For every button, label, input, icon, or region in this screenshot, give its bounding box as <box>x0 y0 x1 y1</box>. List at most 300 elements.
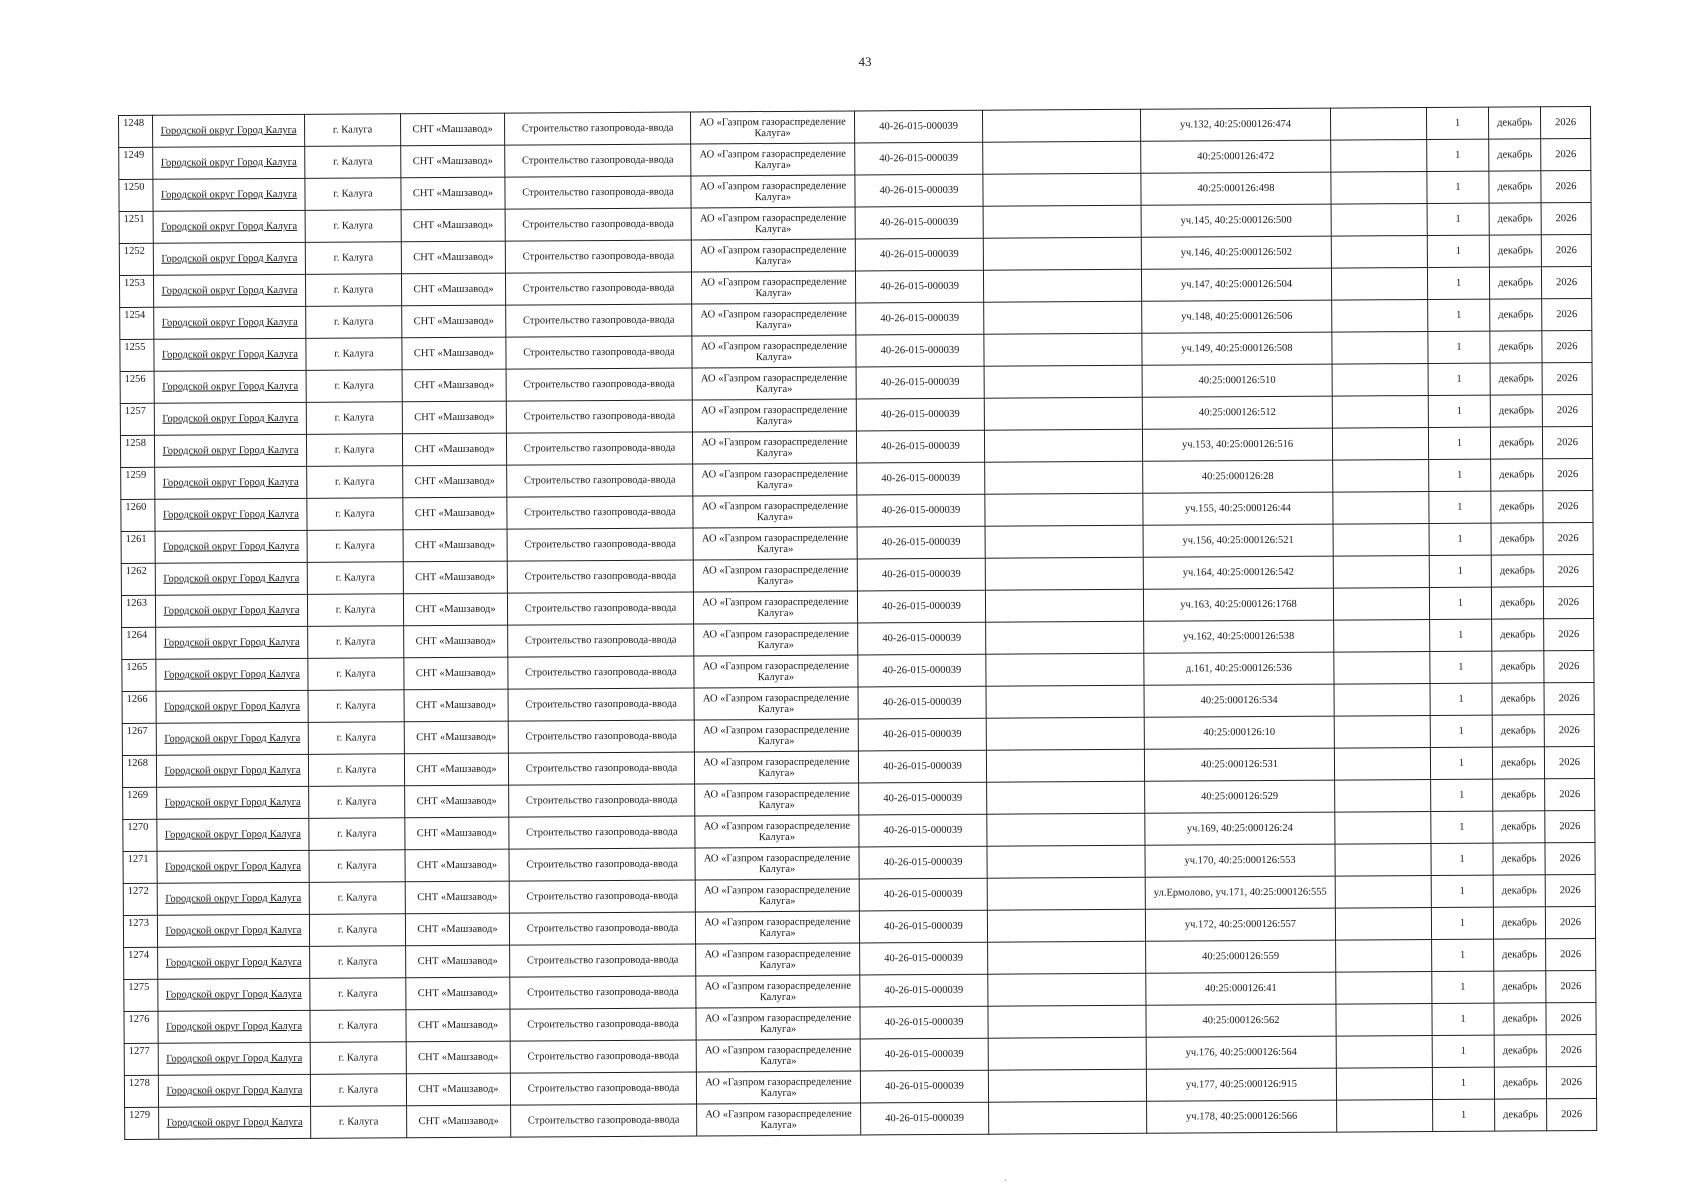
page-number: 43 <box>858 54 872 69</box>
cell-year: 2026 <box>1545 906 1595 938</box>
cell-year: 2026 <box>1546 1034 1596 1066</box>
cell-cadastral-plot: уч.147, 40:25:000126:504 <box>1141 268 1331 301</box>
cell-object-code: 40-26-015-000039 <box>854 110 982 143</box>
cell-municipality: Городской округ Город Калуга <box>157 818 309 851</box>
cell-organization: АО «Газпром газораспределение Калуга» <box>690 111 854 144</box>
cell-quantity: 1 <box>1428 363 1490 395</box>
cell-year: 2026 <box>1545 842 1595 874</box>
cell-month: декабрь <box>1491 491 1543 523</box>
cell-empty <box>1336 1035 1432 1068</box>
cell-municipality: Городской округ Город Калуга <box>157 786 309 819</box>
cell-empty <box>1332 300 1428 333</box>
cell-empty <box>1331 204 1427 237</box>
cell-empty <box>988 1005 1146 1038</box>
cell-municipality: Городской округ Город Калуга <box>155 594 307 627</box>
cell-empty <box>1335 875 1431 908</box>
cell-empty <box>985 557 1143 590</box>
cell-object-code: 40-26-015-000039 <box>860 974 988 1007</box>
cell-work-type: Строительство газопровода-ввода <box>504 112 690 145</box>
cell-locality: г. Калуга <box>309 850 405 883</box>
cell-cadastral-plot: 40:25:000126:534 <box>1144 684 1334 717</box>
cell-object-code: 40-26-015-000039 <box>858 622 986 655</box>
cell-municipality: Городской округ Город Калуга <box>156 626 308 659</box>
cell-territory: СНТ «Машзавод» <box>400 113 504 146</box>
cell-year: 2026 <box>1541 203 1591 235</box>
cell-work-type: Строительство газопровода-ввода <box>508 688 694 721</box>
cell-organization: АО «Газпром газораспределение Калуга» <box>694 655 858 688</box>
cell-quantity: 1 <box>1429 555 1491 587</box>
cell-organization: АО «Газпром газораспределение Калуга» <box>692 335 856 368</box>
cell-quantity: 1 <box>1432 1035 1494 1067</box>
cell-cadastral-plot: 40:25:000126:498 <box>1141 172 1331 205</box>
cell-row-number: 1270 <box>123 819 157 851</box>
cell-locality: г. Калуга <box>308 722 404 755</box>
cell-row-number: 1277 <box>124 1043 158 1075</box>
cell-object-code: 40-26-015-000039 <box>856 302 984 335</box>
cell-object-code: 40-26-015-000039 <box>860 1038 988 1071</box>
cell-empty <box>1334 651 1430 684</box>
cell-empty <box>987 781 1145 814</box>
cell-work-type: Строительство газопровода-ввода <box>507 592 693 625</box>
cell-empty <box>1335 843 1431 876</box>
cell-territory: СНТ «Машзавод» <box>406 1041 510 1074</box>
cell-municipality: Городской округ Город Калуга <box>158 1074 310 1107</box>
cell-empty <box>984 301 1142 334</box>
cell-territory: СНТ «Машзавод» <box>402 337 506 370</box>
cell-work-type: Строительство газопровода-ввода <box>505 240 691 273</box>
cell-month: декабрь <box>1493 843 1545 875</box>
cell-organization: АО «Газпром газораспределение Калуга» <box>694 719 858 752</box>
cell-organization: АО «Газпром газораспределение Калуга» <box>692 399 856 432</box>
cell-territory: СНТ «Машзавод» <box>401 145 505 178</box>
cell-cadastral-plot: 40:25:000126:531 <box>1144 748 1334 781</box>
cell-empty <box>983 237 1141 270</box>
cell-month: декабрь <box>1493 907 1545 939</box>
cell-cadastral-plot: ул.Ермолово, уч.171, 40:25:000126:555 <box>1145 876 1335 909</box>
cell-cadastral-plot: 40:25:000126:512 <box>1142 396 1332 429</box>
cell-municipality: Городской округ Город Калуга <box>157 914 309 947</box>
cell-object-code: 40-26-015-000039 <box>856 398 984 431</box>
cell-object-code: 40-26-015-000039 <box>856 430 984 463</box>
cell-work-type: Строительство газопровода-ввода <box>507 528 693 561</box>
cell-row-number: 1265 <box>122 659 156 691</box>
cell-empty <box>1331 172 1427 205</box>
cell-organization: АО «Газпром газораспределение Калуга» <box>693 463 857 496</box>
cell-empty <box>1331 236 1427 269</box>
cell-quantity: 1 <box>1431 843 1493 875</box>
cell-month: декабрь <box>1489 171 1541 203</box>
cell-month: декабрь <box>1494 1067 1546 1099</box>
cell-quantity: 1 <box>1427 139 1489 171</box>
cell-empty <box>1333 491 1429 524</box>
cell-work-type: Строительство газопровода-ввода <box>505 144 691 177</box>
cell-object-code: 40-26-015-000039 <box>856 334 984 367</box>
cell-object-code: 40-26-015-000039 <box>857 526 985 559</box>
cell-year: 2026 <box>1546 938 1596 970</box>
cell-year: 2026 <box>1544 650 1594 682</box>
cell-row-number: 1257 <box>120 403 154 435</box>
cell-row-number: 1263 <box>121 595 155 627</box>
cell-object-code: 40-26-015-000039 <box>857 558 985 591</box>
cell-organization: АО «Газпром газораспределение Калуга» <box>695 847 859 880</box>
cell-month: декабрь <box>1490 363 1542 395</box>
cell-object-code: 40-26-015-000039 <box>857 462 985 495</box>
cell-row-number: 1249 <box>119 147 153 179</box>
cell-organization: АО «Газпром газораспределение Калуга» <box>695 911 859 944</box>
cell-object-code: 40-26-015-000039 <box>859 910 987 943</box>
cell-year: 2026 <box>1542 331 1592 363</box>
cell-territory: СНТ «Машзавод» <box>405 881 509 914</box>
cell-territory: СНТ «Машзавод» <box>404 657 508 690</box>
cell-year: 2026 <box>1544 746 1594 778</box>
cell-row-number: 1255 <box>120 339 154 371</box>
cell-municipality: Городской округ Город Калуга <box>153 274 305 307</box>
cell-work-type: Строительство газопровода-ввода <box>510 1040 696 1073</box>
cell-object-code: 40-26-015-000039 <box>855 206 983 239</box>
cell-quantity: 1 <box>1430 683 1492 715</box>
cell-year: 2026 <box>1543 458 1593 490</box>
cell-year: 2026 <box>1542 299 1592 331</box>
cell-month: декабрь <box>1490 395 1542 427</box>
cell-empty <box>1331 268 1427 301</box>
cell-organization: АО «Газпром газораспределение Калуга» <box>692 431 856 464</box>
cell-year: 2026 <box>1543 554 1593 586</box>
cell-work-type: Строительство газопровода-ввода <box>508 752 694 785</box>
cell-territory: СНТ «Машзавод» <box>405 785 509 818</box>
cell-territory: СНТ «Машзавод» <box>401 273 505 306</box>
cell-municipality: Городской округ Город Калуга <box>157 850 309 883</box>
cell-municipality: Городской округ Город Калуга <box>157 882 309 915</box>
cell-month: декабрь <box>1491 459 1543 491</box>
cell-empty <box>1333 555 1429 588</box>
cell-quantity: 1 <box>1431 811 1493 843</box>
cell-empty <box>1334 619 1430 652</box>
cell-empty <box>984 365 1142 398</box>
cell-empty <box>988 973 1146 1006</box>
cell-row-number: 1273 <box>123 915 157 947</box>
cell-empty <box>987 909 1145 942</box>
cell-month: декабрь <box>1493 875 1545 907</box>
cell-cadastral-plot: 40:25:000126:10 <box>1144 716 1334 749</box>
cell-organization: АО «Газпром газораспределение Калуга» <box>696 1007 860 1040</box>
cell-municipality: Городской округ Город Калуга <box>154 434 306 467</box>
cell-locality: г. Калуга <box>306 338 402 371</box>
cell-organization: АО «Газпром газораспределение Калуга» <box>695 783 859 816</box>
cell-month: декабрь <box>1493 811 1545 843</box>
cell-locality: г. Калуга <box>310 1042 406 1075</box>
cell-organization: АО «Газпром газораспределение Калуга» <box>692 303 856 336</box>
cell-year: 2026 <box>1541 235 1591 267</box>
cell-empty <box>983 269 1141 302</box>
cell-cadastral-plot: 40:25:000126:41 <box>1146 972 1336 1005</box>
cell-empty <box>984 333 1142 366</box>
gas-works-table-wrapper <box>118 106 1597 1140</box>
cell-territory: СНТ «Машзавод» <box>406 977 510 1010</box>
cell-month: декабрь <box>1494 939 1546 971</box>
cell-quantity: 1 <box>1427 267 1489 299</box>
cell-empty <box>1334 683 1430 716</box>
cell-empty <box>1331 140 1427 173</box>
cell-object-code: 40-26-015-000039 <box>858 750 986 783</box>
cell-month: декабрь <box>1492 715 1544 747</box>
cell-organization: АО «Газпром газораспределение Калуга» <box>693 559 857 592</box>
cell-work-type: Строительство газопровода-ввода <box>509 784 695 817</box>
cell-month: декабрь <box>1490 299 1542 331</box>
cell-territory: СНТ «Машзавод» <box>403 465 507 498</box>
cell-territory: СНТ «Машзавод» <box>402 305 506 338</box>
cell-work-type: Строительство газопровода-ввода <box>507 496 693 529</box>
cell-quantity: 1 <box>1432 1003 1494 1035</box>
cell-row-number: 1278 <box>124 1075 158 1107</box>
cell-month: декабрь <box>1494 1035 1546 1067</box>
cell-year: 2026 <box>1545 810 1595 842</box>
cell-empty <box>1337 1099 1433 1132</box>
cell-row-number: 1267 <box>122 723 156 755</box>
cell-empty <box>1336 1003 1432 1036</box>
cell-locality: г. Калуга <box>305 210 401 243</box>
cell-territory: СНТ «Машзавод» <box>406 1009 510 1042</box>
cell-row-number: 1275 <box>124 979 158 1011</box>
cell-quantity: 1 <box>1428 427 1490 459</box>
cell-locality: г. Калуга <box>306 402 402 435</box>
cell-month: декабрь <box>1494 971 1546 1003</box>
cell-territory: СНТ «Машзавод» <box>403 497 507 530</box>
cell-organization: АО «Газпром газораспределение Калуга» <box>694 687 858 720</box>
cell-object-code: 40-26-015-000039 <box>859 846 987 879</box>
cell-locality: г. Калуга <box>308 690 404 723</box>
cell-row-number: 1261 <box>121 531 155 563</box>
cell-empty <box>1336 971 1432 1004</box>
cell-cadastral-plot: 40:25:000126:562 <box>1146 1004 1336 1037</box>
cell-municipality: Городской округ Город Калуга <box>154 370 306 403</box>
cell-month: декабрь <box>1489 139 1541 171</box>
cell-work-type: Строительство газопровода-ввода <box>505 176 691 209</box>
cell-work-type: Строительство газопровода-ввода <box>511 1104 697 1137</box>
cell-work-type: Строительство газопровода-ввода <box>508 720 694 753</box>
cell-work-type: Строительство газопровода-ввода <box>508 624 694 657</box>
cell-row-number: 1256 <box>120 371 154 403</box>
cell-locality: г. Калуга <box>307 466 403 499</box>
cell-locality: г. Калуга <box>305 242 401 275</box>
cell-territory: СНТ «Машзавод» <box>405 913 509 946</box>
cell-organization: АО «Газпром газораспределение Калуга» <box>691 143 855 176</box>
cell-locality: г. Калуга <box>307 530 403 563</box>
cell-month: декабрь <box>1490 427 1542 459</box>
cell-empty <box>1334 747 1430 780</box>
cell-quantity: 1 <box>1429 491 1491 523</box>
cell-empty <box>988 1069 1146 1102</box>
cell-territory: СНТ «Машзавод» <box>403 529 507 562</box>
gas-works-table <box>118 106 1597 1140</box>
cell-municipality: Городской округ Город Калуга <box>156 722 308 755</box>
cell-quantity: 1 <box>1431 907 1493 939</box>
cell-territory: СНТ «Машзавод» <box>404 753 508 786</box>
cell-empty <box>1333 460 1429 493</box>
cell-quantity: 1 <box>1428 299 1490 331</box>
cell-municipality: Городской округ Город Калуга <box>155 466 307 499</box>
cell-municipality: Городской округ Город Калуга <box>156 690 308 723</box>
cell-object-code: 40-26-015-000039 <box>858 686 986 719</box>
cell-locality: г. Калуга <box>309 914 405 947</box>
cell-municipality: Городской округ Город Калуга <box>153 210 305 243</box>
cell-month: декабрь <box>1489 267 1541 299</box>
cell-object-code: 40-26-015-000039 <box>858 654 986 687</box>
cell-municipality: Городской округ Город Калуга <box>154 402 306 435</box>
cell-work-type: Строительство газопровода-ввода <box>505 272 691 305</box>
cell-cadastral-plot: 40:25:000126:472 <box>1141 140 1331 173</box>
cell-empty <box>986 621 1144 654</box>
cell-territory: СНТ «Машзавод» <box>404 625 508 658</box>
cell-quantity: 1 <box>1427 235 1489 267</box>
cell-empty <box>1334 715 1430 748</box>
cell-territory: СНТ «Машзавод» <box>406 945 510 978</box>
table-body <box>119 107 1597 1140</box>
cell-territory: СНТ «Машзавод» <box>403 593 507 626</box>
cell-cadastral-plot: д.161, 40:25:000126:536 <box>1144 652 1334 685</box>
cell-locality: г. Калуга <box>308 626 404 659</box>
cell-locality: г. Калуга <box>310 1010 406 1043</box>
cell-cadastral-plot: уч.164, 40:25:000126:542 <box>1143 556 1333 589</box>
cell-cadastral-plot: уч.163, 40:25:000126:1768 <box>1143 588 1333 621</box>
cell-locality: г. Калуга <box>306 434 402 467</box>
cell-empty <box>989 1101 1147 1134</box>
cell-territory: СНТ «Машзавод» <box>401 241 505 274</box>
cell-municipality: Городской округ Город Калуга <box>153 178 305 211</box>
cell-empty <box>1332 364 1428 397</box>
cell-locality: г. Калуга <box>310 1074 406 1107</box>
cell-row-number: 1252 <box>119 243 153 275</box>
cell-empty <box>985 461 1143 494</box>
cell-organization: АО «Газпром газораспределение Калуга» <box>691 175 855 208</box>
cell-year: 2026 <box>1543 522 1593 554</box>
cell-territory: СНТ «Машзавод» <box>403 561 507 594</box>
cell-year: 2026 <box>1541 171 1591 203</box>
cell-work-type: Строительство газопровода-ввода <box>507 560 693 593</box>
cell-work-type: Строительство газопровода-ввода <box>509 880 695 913</box>
cell-row-number: 1259 <box>121 467 155 499</box>
cell-year: 2026 <box>1546 1066 1596 1098</box>
cell-municipality: Городской округ Город Калуга <box>154 306 306 339</box>
cell-organization: АО «Газпром газораспределение Калуга» <box>693 527 857 560</box>
cell-work-type: Строительство газопровода-ввода <box>510 1072 696 1105</box>
cell-empty <box>1333 587 1429 620</box>
cell-quantity: 1 <box>1429 523 1491 555</box>
cell-quantity: 1 <box>1429 587 1491 619</box>
cell-empty <box>983 173 1141 206</box>
cell-row-number: 1248 <box>119 115 153 147</box>
cell-territory: СНТ «Машзавод» <box>404 721 508 754</box>
cell-year: 2026 <box>1541 267 1591 299</box>
cell-locality: г. Калуга <box>308 658 404 691</box>
cell-empty <box>1332 428 1428 461</box>
cell-locality: г. Калуга <box>307 498 403 531</box>
cell-quantity: 1 <box>1430 651 1492 683</box>
cell-territory: СНТ «Машзавод» <box>404 689 508 722</box>
cell-row-number: 1254 <box>120 307 154 339</box>
cell-territory: СНТ «Машзавод» <box>401 177 505 210</box>
cell-object-code: 40-26-015-000039 <box>860 1070 988 1103</box>
cell-municipality: Городской округ Город Калуга <box>155 530 307 563</box>
cell-object-code: 40-26-015-000039 <box>855 142 983 175</box>
cell-year: 2026 <box>1542 394 1592 426</box>
cell-object-code: 40-26-015-000039 <box>857 494 985 527</box>
cell-empty <box>987 813 1145 846</box>
cell-locality: г. Калуга <box>305 178 401 211</box>
cell-cadastral-plot: уч.149, 40:25:000126:508 <box>1142 332 1332 365</box>
cell-month: декабрь <box>1489 203 1541 235</box>
cell-object-code: 40-26-015-000039 <box>855 174 983 207</box>
cell-empty <box>1335 907 1431 940</box>
cell-row-number: 1250 <box>119 179 153 211</box>
cell-year: 2026 <box>1546 970 1596 1002</box>
cell-row-number: 1279 <box>125 1107 159 1139</box>
cell-cadastral-plot: уч.177, 40:25:000126:915 <box>1146 1068 1336 1101</box>
cell-quantity: 1 <box>1430 747 1492 779</box>
cell-locality: г. Калуга <box>305 274 401 307</box>
cell-work-type: Строительство газопровода-ввода <box>505 208 691 241</box>
cell-cadastral-plot: уч.145, 40:25:000126:500 <box>1141 204 1331 237</box>
cell-row-number: 1269 <box>123 787 157 819</box>
cell-year: 2026 <box>1545 778 1595 810</box>
cell-municipality: Городской округ Город Калуга <box>158 1010 310 1043</box>
cell-empty <box>1335 811 1431 844</box>
cell-organization: АО «Газпром газораспределение Калуга» <box>696 1071 860 1104</box>
cell-work-type: Строительство газопровода-ввода <box>510 976 696 1009</box>
cell-territory: СНТ «Машзавод» <box>402 369 506 402</box>
cell-work-type: Строительство газопровода-ввода <box>509 848 695 881</box>
cell-object-code: 40-26-015-000039 <box>855 238 983 271</box>
cell-empty <box>1335 779 1431 812</box>
cell-organization: АО «Газпром газораспределение Калуга» <box>694 751 858 784</box>
cell-territory: СНТ «Машзавод» <box>407 1105 511 1138</box>
cell-object-code: 40-26-015-000039 <box>855 270 983 303</box>
cell-cadastral-plot: 40:25:000126:510 <box>1142 364 1332 397</box>
cell-month: декабрь <box>1492 651 1544 683</box>
cell-cadastral-plot: уч.178, 40:25:000126:566 <box>1147 1100 1337 1133</box>
cell-organization: АО «Газпром газораспределение Калуга» <box>693 591 857 624</box>
cell-cadastral-plot: уч.156, 40:25:000126:521 <box>1143 524 1333 557</box>
cell-row-number: 1266 <box>122 691 156 723</box>
cell-quantity: 1 <box>1433 1099 1495 1131</box>
cell-cadastral-plot: уч.148, 40:25:000126:506 <box>1142 300 1332 333</box>
cell-quantity: 1 <box>1431 875 1493 907</box>
cell-quantity: 1 <box>1432 939 1494 971</box>
cell-cadastral-plot: уч.162, 40:25:000126:538 <box>1144 620 1334 653</box>
cell-cadastral-plot: уч.169, 40:25:000126:24 <box>1145 812 1335 845</box>
cell-organization: АО «Газпром газораспределение Калуга» <box>696 975 860 1008</box>
cell-work-type: Строительство газопровода-ввода <box>506 304 692 337</box>
cell-locality: г. Калуга <box>310 978 406 1011</box>
cell-territory: СНТ «Машзавод» <box>405 849 509 882</box>
cell-quantity: 1 <box>1427 171 1489 203</box>
cell-cadastral-plot: 40:25:000126:529 <box>1145 780 1335 813</box>
cell-work-type: Строительство газопровода-ввода <box>510 944 696 977</box>
cell-cadastral-plot: уч.172, 40:25:000126:557 <box>1145 908 1335 941</box>
cell-organization: АО «Газпром газораспределение Калуга» <box>693 495 857 528</box>
cell-empty <box>986 717 1144 750</box>
cell-year: 2026 <box>1542 363 1592 395</box>
cell-year: 2026 <box>1541 139 1591 171</box>
cell-quantity: 1 <box>1429 459 1491 491</box>
cell-locality: г. Калуга <box>311 1106 407 1139</box>
cell-municipality: Городской округ Город Калуга <box>158 946 310 979</box>
cell-empty <box>988 941 1146 974</box>
cell-work-type: Строительство газопровода-ввода <box>506 336 692 369</box>
cell-organization: АО «Газпром газораспределение Калуга» <box>694 623 858 656</box>
cell-locality: г. Калуга <box>307 594 403 627</box>
cell-locality: г. Калуга <box>304 114 400 147</box>
cell-work-type: Строительство газопровода-ввода <box>509 912 695 945</box>
